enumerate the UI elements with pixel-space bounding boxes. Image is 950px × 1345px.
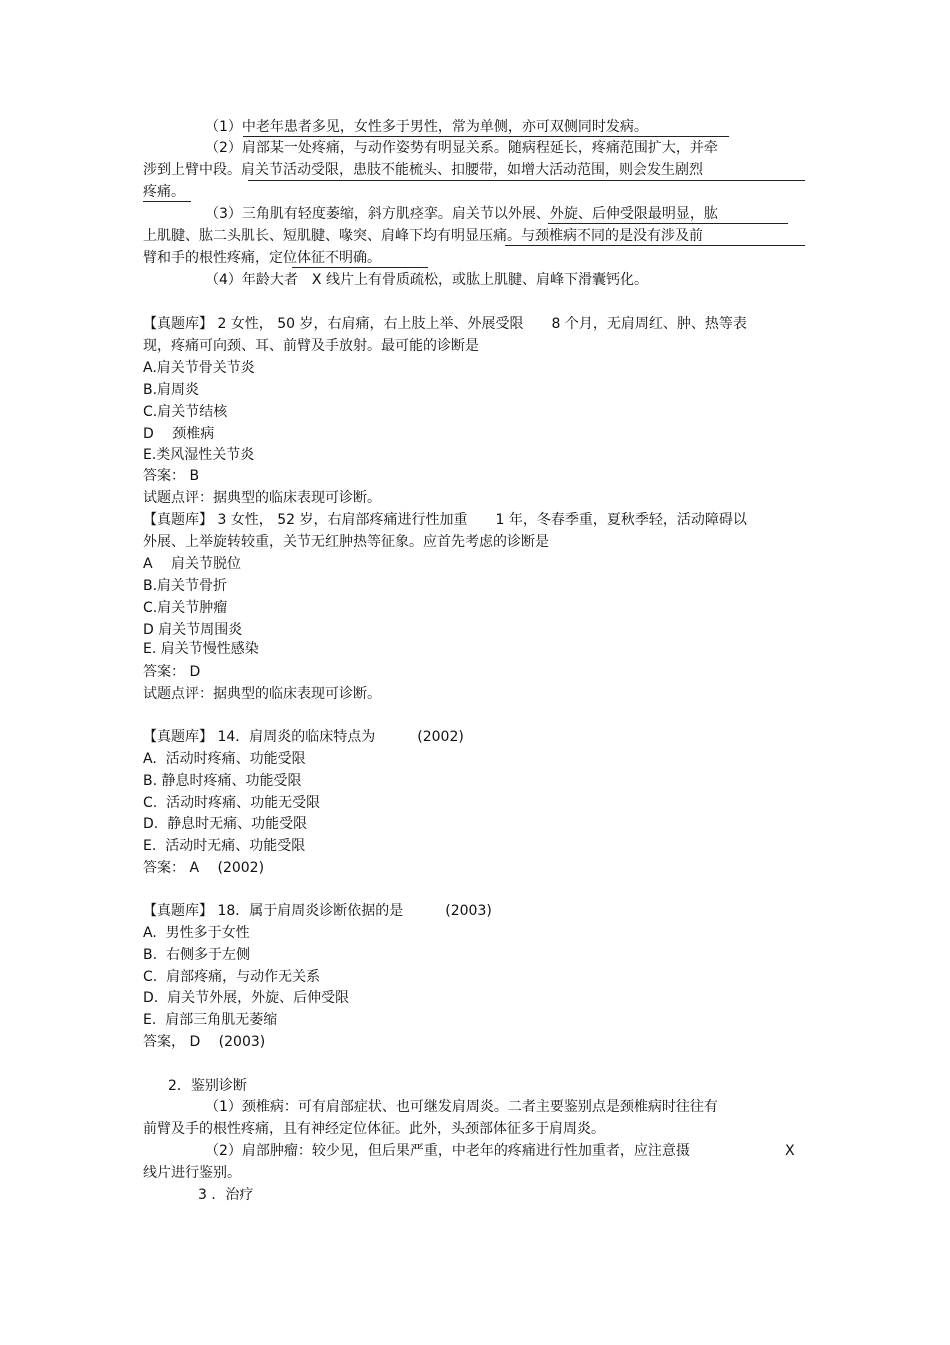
section-2-point-2-line-1-end: X — [785, 1143, 795, 1159]
underline — [143, 201, 191, 202]
underline — [505, 245, 805, 246]
q1-answer: 答案： B — [143, 468, 200, 484]
q3-option-d: D. 静息时无痛、功能受限 — [143, 816, 308, 832]
q1-comment: 试题点评：据典型的临床表现可诊断。 — [143, 490, 381, 506]
q3-option-a: A. 活动时疼痛、功能受限 — [143, 751, 306, 767]
q1-option-b: B.肩周炎 — [143, 382, 200, 398]
q3-option-e: E. 活动时无痛、功能受限 — [143, 838, 306, 854]
q4-answer: 答案， D (2003) — [143, 1034, 266, 1050]
q2-stem-line-1: 【真题库】 3 女性， 52 岁，右肩部疼痛进行性加重 1 年，冬春季重，夏秋季轻，活动障碍以 — [143, 512, 747, 528]
intro-point-4: （4）年龄大者 X 线片上有骨质疏松，或肱上肌腱、肩峰下滑囊钙化。 — [205, 272, 648, 288]
q2-option-c: C.肩关节肿瘤 — [143, 600, 228, 616]
q1-option-c: C.肩关节结核 — [143, 404, 228, 420]
section-2-heading: 2．鉴别诊断 — [168, 1078, 247, 1094]
q1-option-e: E.类风湿性关节炎 — [143, 447, 255, 463]
intro-point-2-line-2: 涉到上臂中段。肩关节活动受限，患肢不能梳头、扣腰带，如增大活动范围，则会发生剧烈 — [143, 162, 703, 178]
q4-option-b: B. 右侧多于左侧 — [143, 947, 250, 963]
q3-stem: 【真题库】 14．肩周炎的临床特点为 (2002) — [143, 729, 464, 745]
q3-option-b: B. 静息时疼痛、功能受限 — [143, 773, 302, 789]
underline — [243, 136, 729, 137]
section-2-point-2-line-2: 线片进行鉴别。 — [143, 1165, 241, 1181]
intro-point-2-line-1: （2）肩部某一处疼痛，与动作姿势有明显关系。随病程延长，疼痛范围扩大，并牵 — [205, 140, 718, 156]
intro-point-3-line-2: 上肌腱、肱二头肌长、短肌腱、喙突、肩峰下均有明显压痛。与颈椎病不同的是没有涉及前 — [143, 228, 703, 244]
q2-option-e: E. 肩关节慢性感染 — [143, 641, 259, 657]
section-2-point-1-line-2: 前臂及手的根性疼痛，且有神经定位体征。此外，头颈部体征多于肩周炎。 — [143, 1121, 605, 1137]
q4-stem: 【真题库】 18．属于肩周炎诊断依据的是 (2003) — [143, 903, 492, 919]
q2-answer: 答案： D — [143, 664, 201, 680]
q4-option-a: A. 男性多于女性 — [143, 925, 250, 941]
q3-answer: 答案： A (2002) — [143, 860, 265, 876]
q1-stem-line-2: 现，疼痛可向颈、耳、前臂及手放射。最可能的诊断是 — [143, 338, 479, 354]
q1-stem-line-1: 【真题库】 2 女性， 50 岁，右肩痛，右上肢上举、外展受限 8 个月，无肩周红、肿、热等表 — [143, 316, 747, 332]
section-2-point-2-line-1: （2）肩部肿瘤：较少见，但后果严重，中老年的疼痛进行性加重者，应注意摄 — [205, 1143, 690, 1159]
section-3-heading: 3 ．治疗 — [198, 1187, 254, 1203]
intro-point-3-line-1: （3）三角肌有轻度萎缩，斜方肌痉挛。肩关节以外展、外旋、后伸受限最明显，肱 — [205, 206, 718, 222]
intro-point-1: （1）中老年患者多见，女性多于男性，常为单侧，亦可双侧同时发病。 — [205, 119, 648, 135]
q2-stem-line-2: 外展、上举旋转较重，关节无红肿热等征象。应首先考虑的诊断是 — [143, 534, 549, 550]
q4-option-e: E. 肩部三角肌无萎缩 — [143, 1012, 278, 1028]
intro-point-3-line-3: 臂和手的根性疼痛，定位体征不明确。 — [143, 250, 381, 266]
q1-option-a: A.肩关节骨关节炎 — [143, 360, 255, 376]
q2-option-b: B.肩关节骨折 — [143, 578, 228, 594]
q4-option-c: C. 肩部疼痛，与动作无关系 — [143, 969, 321, 985]
q2-option-d: D 肩关节周围炎 — [143, 622, 243, 638]
q1-option-d: D 颈椎病 — [143, 426, 215, 442]
underline — [292, 267, 428, 268]
q3-option-c: C. 活动时疼痛、功能无受限 — [143, 795, 321, 811]
section-2-point-1-line-1: （1）颈椎病：可有肩部症状、也可继发肩周炎。二者主要鉴别点是颈椎病时往往有 — [205, 1099, 718, 1115]
intro-point-2-line-3: 疼痛。 — [143, 184, 185, 200]
q4-option-d: D. 肩关节外展，外旋、后伸受限 — [143, 990, 350, 1006]
q2-comment: 试题点评：据典型的临床表现可诊断。 — [143, 686, 381, 702]
underline — [248, 180, 805, 181]
underline — [548, 223, 788, 224]
q2-option-a: A 肩关节脱位 — [143, 556, 242, 572]
